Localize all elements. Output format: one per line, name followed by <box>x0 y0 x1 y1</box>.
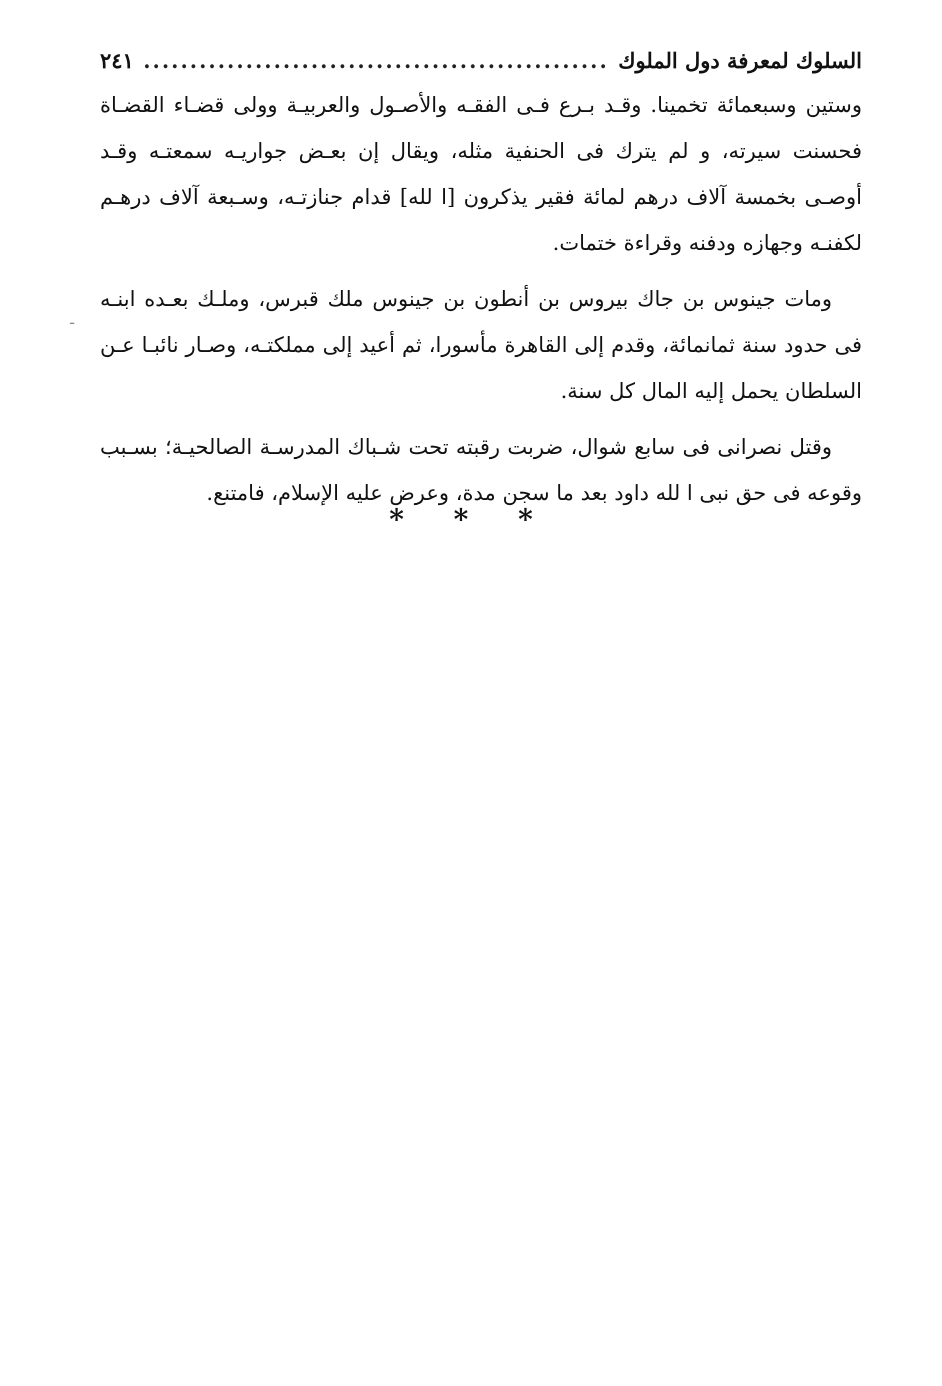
paragraph-2: ومات جينوس بن جاك بيروس بن أنطون بن جينوس ملك قبرس، وملـك بعـده ابنـه فى حدود سنة ثمانمائة، وقدم إلى القاهرة مأسورا، ثم أعيد إلى مملكتـه، وصـار نائبـا عـن السلطان يحمل إليه المال كل سنة. <box>100 287 862 403</box>
body-text <box>100 82 862 516</box>
section-separator: * * * <box>389 503 553 536</box>
paragraph-3: وقتل نصرانى فى سابع شوال، ضربت رقبته تحت شـباك المدرسـة الصالحيـة؛ بسـبب وقوعه فى حق نبى ا لله داود بعد ما سجن مدة، وعرض عليه الإسلام، فامتنع. <box>100 435 862 505</box>
margin-mark: ـ <box>70 312 75 328</box>
running-header <box>100 40 862 80</box>
paragraph-1: وستين وسبعمائة تخمينا. وقـد بـرع فـى الفقـه والأصـول والعربيـة وولى قضـاء القضـاة فحسنت سيرته، و لم يترك فى الحنفية مثله، ويقال إن بعـض جواريـه سمعتـه وقـد أوصـى بخمسة آلاف درهم لمائة فقير يذكرون [ا لله] قدام جنازتـه، وسـبعة آلاف درهـم لكفنـه وجهازه ودفنه وقراءة ختمات. <box>100 93 862 255</box>
header-leader-dots: .................................................. <box>143 47 609 73</box>
book-title: السلوك لمعرفة دول الملوك <box>618 47 862 73</box>
page-number: ٢٤١ <box>100 47 134 73</box>
